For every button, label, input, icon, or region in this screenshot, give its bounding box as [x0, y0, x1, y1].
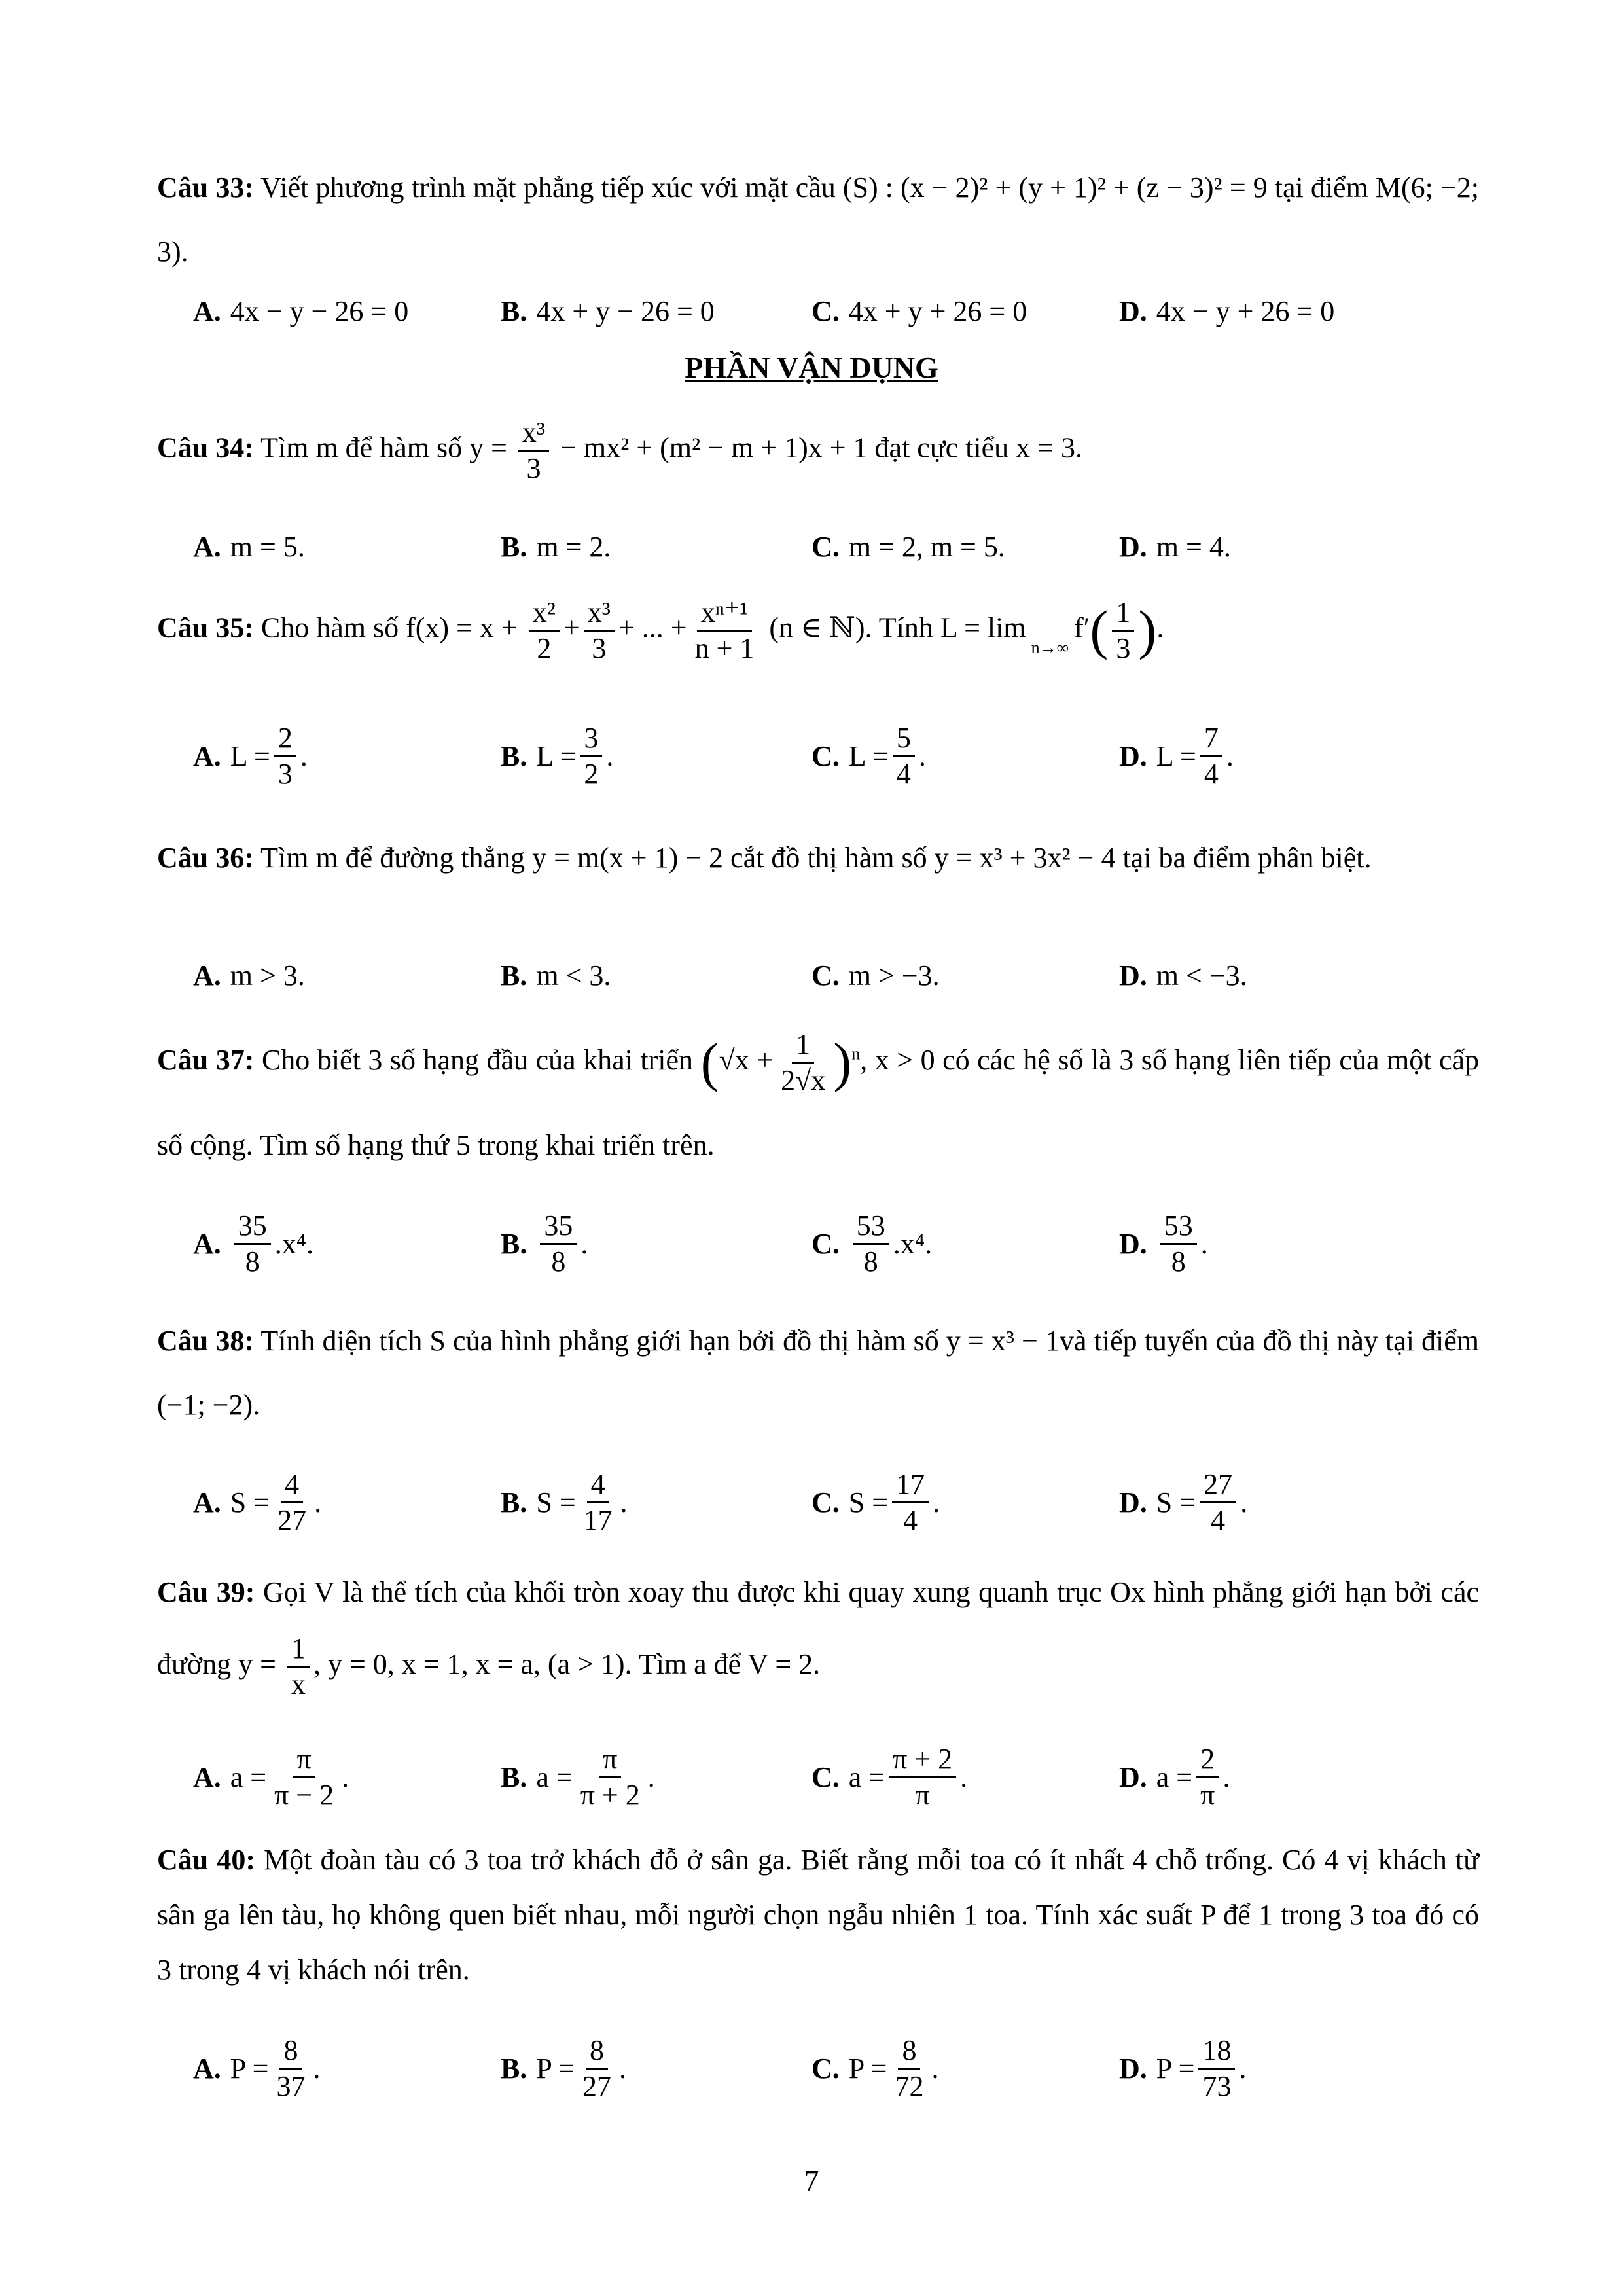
- option-a[interactable]: A. m > 3.: [193, 959, 305, 992]
- option-b[interactable]: B. L = $\frac{3}{2}$ .: [501, 721, 614, 790]
- options-39: [193, 1734, 1482, 1820]
- option-a[interactable]: A. 4x − y − 26 = 0: [193, 295, 409, 327]
- question-label: Câu 40:: [157, 1844, 255, 1876]
- option-d[interactable]: D. m < −3.: [1119, 959, 1247, 992]
- options-36: [193, 933, 1482, 1018]
- option-b[interactable]: B. 4x + y − 26 = 0: [501, 295, 715, 327]
- option-c[interactable]: C. a = $\frac{\pi + 2}{\pi}$ .: [812, 1742, 968, 1811]
- question-38: Câu 38: Tính diện tích S của hình phẳng giới hạn bởi đồ thị hàm số y = x³ − 1và tiếp tuyến của đồ thị này tại điểm (−1; −2).: [157, 1325, 1479, 1421]
- question-40: Câu 40: Một đoàn tàu có 3 toa trở khách đỗ ở sân ga. Biết rằng mỗi toa có ít nhất 4 chỗ trống. Có 4 vị khách từ sân ga lên tàu, họ không quen biết nhau, mỗi người chọn ngẫu nhiên 1 toa. Tính xác suất P để 1 trong 3 toa đó có 3 trong 4 vị khách nói trên.: [157, 1844, 1479, 1986]
- option-b[interactable]: B. 35 8 .: [501, 1209, 588, 1278]
- option-c[interactable]: C. 53 8 .x⁴.: [812, 1209, 933, 1278]
- options-35: [193, 713, 1482, 798]
- option-a[interactable]: A. 35 8 .x⁴.: [193, 1209, 314, 1278]
- option-d[interactable]: D. P = $\frac{18}{73}$ .: [1119, 2034, 1247, 2102]
- option-a[interactable]: A. m = 5.: [193, 530, 305, 563]
- question-label: Câu 37:: [157, 1044, 255, 1076]
- options-34: [193, 504, 1482, 589]
- question-label: Câu 39:: [157, 1576, 255, 1608]
- option-d[interactable]: D. 53 8 .: [1119, 1209, 1208, 1278]
- option-d[interactable]: D. m = 4.: [1119, 530, 1231, 563]
- question-39: Câu 39: Gọi V là thể tích của khối tròn xoay thu được khi quay xung quanh trục Ox hình phẳng giới hạn bởi các đường y = $\frac{1}{x}$ , y = 0, x = 1, x = a, (a > 1). Tìm a để V = 2.: [157, 1576, 1479, 1701]
- option-d[interactable]: D. S = $\frac{27}{4}$ .: [1119, 1467, 1248, 1536]
- option-b[interactable]: B. a = $\frac{\pi}{\pi + 2}$ .: [501, 1742, 655, 1811]
- option-d[interactable]: D. a = $\frac{2}{\pi}$ .: [1119, 1742, 1230, 1811]
- option-c[interactable]: C. P = $\frac{8}{72}$ .: [812, 2034, 939, 2102]
- question-label: Câu 35:: [157, 611, 254, 644]
- option-c[interactable]: C. m > −3.: [812, 959, 940, 992]
- question-36: Câu 36: Tìm m để đường thẳng y = m(x + 1) − 2 cắt đồ thị hàm số y = x³ + 3x² − 4 tại ba điểm phân biệt.: [157, 842, 1372, 874]
- question-label: Câu 34:: [157, 431, 254, 464]
- option-a[interactable]: A. S = $\frac{4}{27}$ .: [193, 1467, 322, 1536]
- option-a[interactable]: A. L = $\frac{2}{3}$ .: [193, 721, 308, 790]
- option-c[interactable]: C. 4x + y + 26 = 0: [812, 295, 1027, 327]
- question-label: Câu 33:: [157, 171, 254, 204]
- option-d[interactable]: D. L = $\frac{7}{4}$ .: [1119, 721, 1234, 790]
- options-38: [193, 1460, 1482, 1545]
- question-34: Câu 34: Tìm m để hàm số y = $\frac{\text{x³}}{3}$ − mx² + (m² − m + 1)x + 1 đạt cực tiểu x = 3.: [157, 416, 1082, 484]
- question-label: Câu 36:: [157, 842, 254, 874]
- option-d[interactable]: D. 4x − y + 26 = 0: [1119, 295, 1335, 327]
- question-37: Câu 37: Cho biết 3 số hạng đầu của khai triển (√x + $\frac{1}{2√x}$ )$^n$, x > 0 có các hệ số là 3 số hạng liên tiếp của một cấp số cộng. Tìm số hạng thứ 5 trong khai triển trên.: [157, 1028, 1480, 1161]
- option-b[interactable]: B. P = $\frac{8}{27}$ .: [501, 2034, 627, 2102]
- option-c[interactable]: C. m = 2, m = 5.: [812, 530, 1005, 563]
- option-b[interactable]: B. S = $\frac{4}{17}$ .: [501, 1467, 628, 1536]
- fraction: $\frac{\text{x³}}{3}$: [518, 416, 549, 486]
- options-33: [193, 268, 1482, 353]
- options-37: [193, 1201, 1482, 1286]
- question-label: Câu 38:: [157, 1325, 254, 1357]
- option-a[interactable]: A. P = $\frac{8}{37}$ .: [193, 2034, 321, 2102]
- options-40: [193, 2026, 1482, 2111]
- question-35: Câu 35: Cho hàm số f(x) = x + $\frac{\text{x²}}{2}$ + $\frac{\text{x³}}{3}$ + ... + $\frac{\text{xⁿ⁺¹}}{n + 1}$ (n ∈ ℕ). Tính L = lim n→∞ f′( $\frac{1}{3}$ ).: [157, 596, 1164, 664]
- option-b[interactable]: B. m = 2.: [501, 530, 611, 563]
- question-text: Viết phương trình mặt phẳng tiếp xúc với mặt cầu (S) : (x − 2)² + (y + 1)² + (z − 3)² = 9 tại điểm M(6; −2; 3).: [157, 171, 1479, 268]
- option-b[interactable]: B. m < 3.: [501, 959, 611, 992]
- section-title: PHẦN VẬN DỤNG: [685, 351, 938, 384]
- option-c[interactable]: C. L = $\frac{5}{4}$ .: [812, 721, 926, 790]
- question-33: [157, 156, 1479, 284]
- option-a[interactable]: A. a = $\frac{\pi}{\pi - 2}$ .: [193, 1742, 349, 1811]
- option-c[interactable]: C. S = $\frac{17}{4}$ .: [812, 1467, 940, 1536]
- page-number: 7: [804, 2164, 819, 2197]
